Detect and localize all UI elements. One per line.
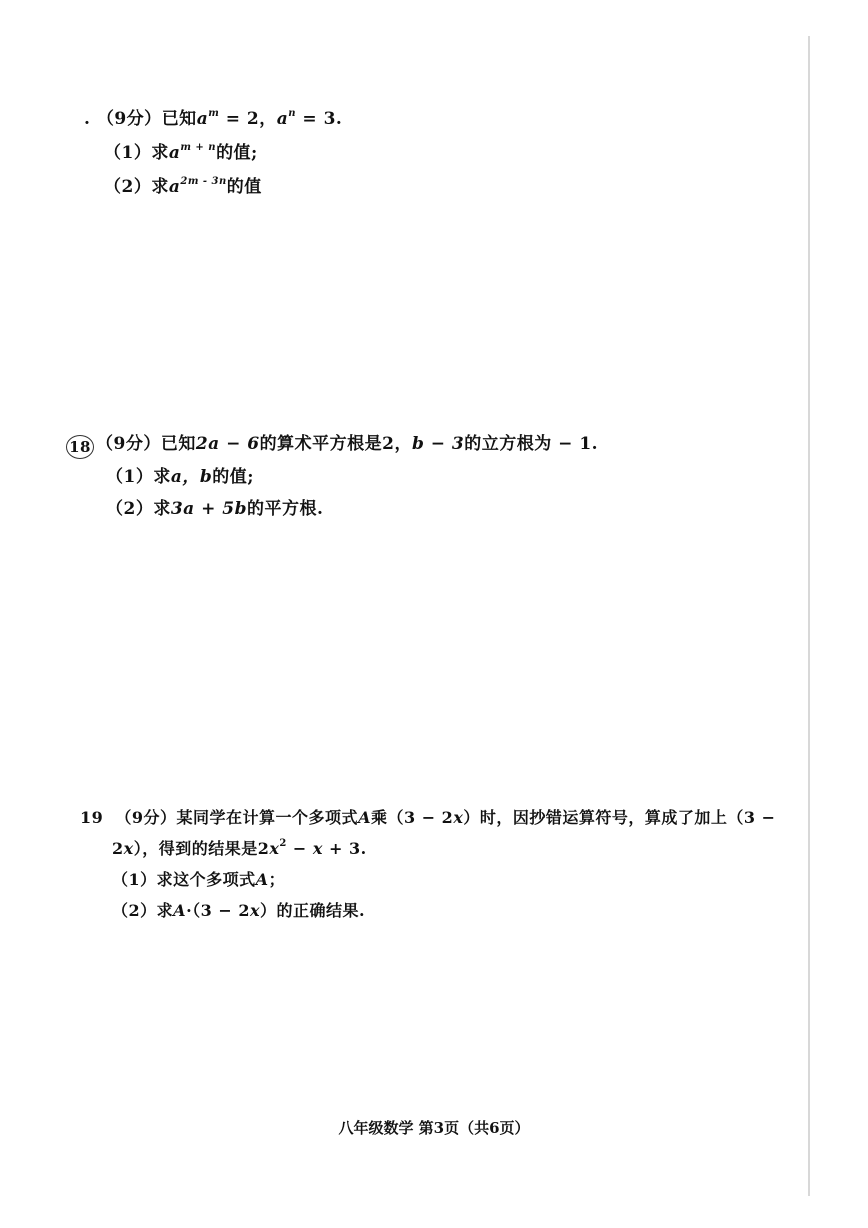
q19-sub2: [112, 898, 365, 921]
q19-stem-line2: [112, 836, 367, 859]
q19-sub2-var: A: [173, 901, 187, 920]
q19-sub2-suffix: ）的正确结果.: [260, 901, 366, 920]
q17-sub1-prefix: （1）求: [104, 143, 169, 163]
q19-var-x1: x: [453, 808, 464, 827]
q19-line2-a: 2: [112, 839, 124, 858]
q19-sub1-prefix: （1）求这个多项式: [112, 870, 256, 889]
q17-sub2-exp: 2m - 3n: [180, 176, 227, 187]
q19-sub2-mid: ·（3 − 2: [186, 901, 250, 920]
q18-score: （9分）: [96, 434, 161, 454]
page-edge-line: [808, 36, 810, 1196]
q17-var-a1: a: [196, 109, 209, 129]
q18-expr1: 2a − 6: [195, 434, 260, 454]
q17-sub2: [104, 172, 262, 197]
q18-sub1-prefix: （1）求: [106, 467, 171, 487]
q19-stem-a: 某同学在计算一个多项式: [176, 808, 359, 827]
q19-sub2-x: x: [249, 901, 260, 920]
q18-sub1-vars: a，b: [170, 467, 213, 487]
q17-eq2: = 3.: [296, 109, 343, 129]
q17-exp-n: n: [288, 108, 297, 119]
q18-value: − 1.: [551, 434, 599, 454]
q17-sub2-var: a: [168, 177, 181, 197]
q19-sub1: [112, 867, 285, 890]
q19-line2-c: −: [286, 839, 313, 858]
q18-sub2-prefix: （2）求: [106, 499, 171, 519]
q18-stem-b: 的算术平方根是2，: [259, 434, 412, 454]
q18-number: 18: [66, 435, 94, 459]
q19-sub1-var: A: [255, 870, 269, 889]
q17-eq1: = 2，: [219, 109, 277, 129]
q17-sub2-prefix: （2）求: [104, 177, 169, 197]
q19-stem: [80, 805, 775, 828]
q19-line2-d: + 3.: [322, 839, 367, 858]
q18-sub2-suffix: 的平方根.: [246, 499, 324, 519]
q17-stem-text: 已知: [161, 109, 197, 129]
q18-sub2-expr: 3a + 5b: [170, 499, 247, 519]
q17-score: （9分）: [96, 109, 162, 129]
page-footer: 八年级数学 第3页（共6页）: [338, 1119, 530, 1137]
q17-exp-m: m: [208, 108, 220, 119]
q17-sub1-exp: m + n: [180, 142, 217, 153]
q17-var-a2: a: [276, 109, 289, 129]
q19-var-x4: x: [312, 839, 323, 858]
q17-stem: [84, 104, 342, 129]
q19-var-x3: x: [269, 839, 280, 858]
q17-sub1: [104, 138, 258, 163]
q18-sub2: [106, 494, 323, 519]
q18-stem-c: 的立方根为: [464, 434, 552, 454]
q18-stem: [66, 429, 598, 459]
q17-sub1-var: a: [168, 143, 181, 163]
q19-number: 19: [80, 808, 104, 827]
q17-number: .: [84, 109, 91, 129]
q19-sub1-suffix: ；: [268, 870, 286, 889]
q19-var-x2: x: [123, 839, 134, 858]
q19-stem-c: ）时，因抄错运算符号，算成了加上（3 −: [463, 808, 776, 827]
q19-line2-b: ），得到的结果是2: [133, 839, 270, 858]
q18-stem-a: 已知: [160, 434, 196, 454]
q19-sq: 2: [279, 838, 287, 849]
q19-sub2-prefix: （2）求: [112, 901, 174, 920]
q19-score: （9分）: [115, 808, 177, 827]
q17-sub1-suffix: 的值;: [216, 143, 258, 163]
q18-expr2: b − 3: [411, 434, 465, 454]
q17-sub2-suffix: 的值: [226, 177, 262, 197]
q19-var-A: A: [358, 808, 371, 827]
q18-sub1: [106, 462, 254, 487]
q18-sub1-suffix: 的值;: [212, 467, 255, 487]
q19-stem-b: 乘（3 − 2: [370, 808, 454, 827]
